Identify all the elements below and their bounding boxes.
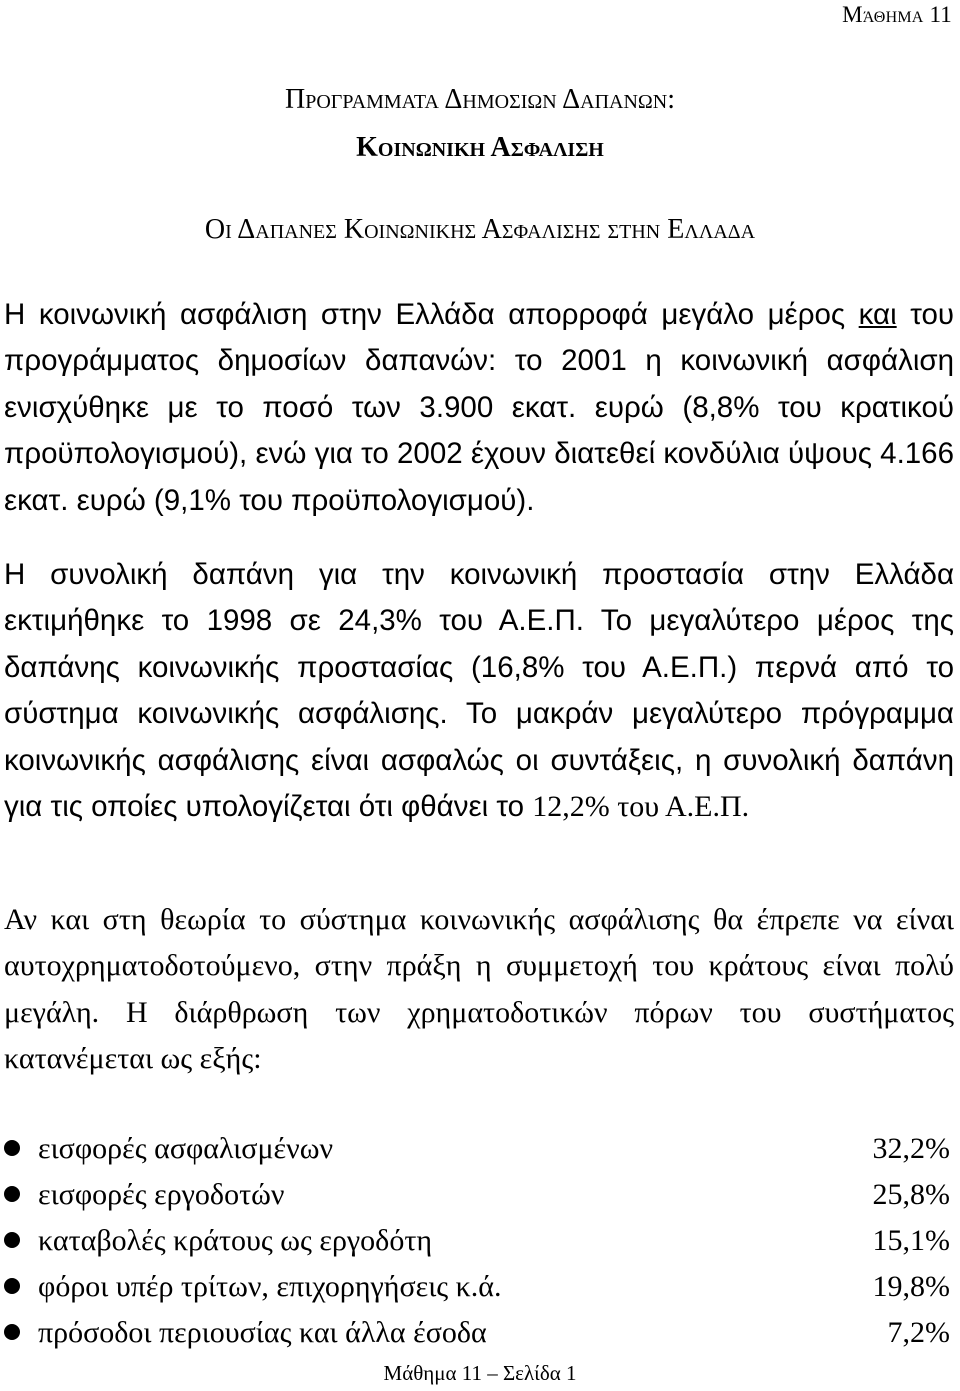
list-item-value: 15,1%	[872, 1224, 950, 1257]
page-title: Προγραμματα Δημοσιων Δαπανων:	[284, 84, 676, 115]
paragraph-1-start: Η κοινωνική ασφάλιση στην Ελλάδα απορροφά μεγάλο μέρος	[4, 298, 859, 331]
funding-sources-list	[0, 1126, 960, 1356]
section-heading: Οι Δαπανες Κοινωνικης Ασφαλισης στην Ελλαδα	[204, 214, 756, 245]
list-item-value: 7,2%	[887, 1316, 950, 1349]
list-item	[0, 1126, 960, 1172]
lesson-header: Μάθημα 11	[842, 2, 952, 27]
list-item-label: καταβολές κράτους ως εργοδότη	[38, 1224, 433, 1257]
list-item	[0, 1172, 960, 1218]
list-item	[0, 1264, 960, 1310]
bullet-icon	[4, 1186, 20, 1202]
underlined-word: και	[858, 298, 897, 331]
paragraph-3: Αν και στη θεωρία το σύστημα κοινωνικής ασφάλισης θα έπρεπε να είναι αυτοχρηματοδοτούμενο, στην πράξη η συμμετοχή του κράτους είναι πολύ μεγάλη. Η διάρθρωση των χρηματοδοτικών πόρων του συστήματος κατανέμεται ως εξής:	[4, 903, 954, 1076]
page-title-bold: Κοινωνικη Ασφαλιση	[356, 132, 604, 163]
bullet-icon	[4, 1278, 20, 1294]
list-item-value: 19,8%	[872, 1270, 950, 1303]
bullet-icon	[4, 1140, 20, 1156]
list-item-label: εισφορές εργοδοτών	[38, 1178, 285, 1211]
paragraph-2-tail: 12,2% του Α.Ε.Π.	[532, 790, 750, 824]
list-item-label: πρόσοδοι περιουσίας και άλλα έσοδα	[38, 1316, 487, 1349]
paragraph-1	[4, 292, 954, 524]
paragraph-2-text: Η συνολική δαπάνη για την κοινωνική προστασία στην Ελλάδα εκτιμήθηκε το 1998 σε 24,3% του Α.Ε.Π. Το μεγαλύτερο μέρος της δαπάνης κοινωνικής προστασίας (16,8% του Α.Ε.Π.) περνά από το σύστημα κοινωνικής ασφάλισης. Το μακράν μεγαλύτερο πρόγραμμα κοινωνικής ασφάλισης είναι ασφαλώς οι συντάξεις, η συνολική δαπάνη για τις οποίες υπολογίζεται ότι φθάνει το	[4, 558, 954, 824]
list-item	[0, 1218, 960, 1264]
list-item-label: εισφορές ασφαλισμένων	[38, 1132, 334, 1165]
list-item-value: 25,8%	[872, 1178, 950, 1211]
bullet-icon	[4, 1324, 20, 1340]
bullet-icon	[4, 1232, 20, 1248]
list-item-label: φόροι υπέρ τρίτων, επιχορηγήσεις κ.ά.	[38, 1270, 502, 1303]
list-item-value: 32,2%	[872, 1132, 950, 1165]
paragraph-1-rest: του προγράμματος δημοσίων δαπανών: το 2001 η κοινωνική ασφάλιση ενισχύθηκε με το ποσό των 3.900 εκατ. ευρώ (8,8% του κρατικού προϋπολογισμού), ενώ για το 2002 έχουν διατεθεί κονδύλια ύψους 4.166 εκατ. ευρώ (9,1% του προϋπολογισμού).	[4, 298, 954, 517]
page-footer: Μάθημα 11 – Σελίδα 1	[383, 1361, 577, 1385]
title-block	[0, 76, 960, 172]
paragraph-2	[4, 552, 954, 830]
list-item	[0, 1310, 960, 1356]
